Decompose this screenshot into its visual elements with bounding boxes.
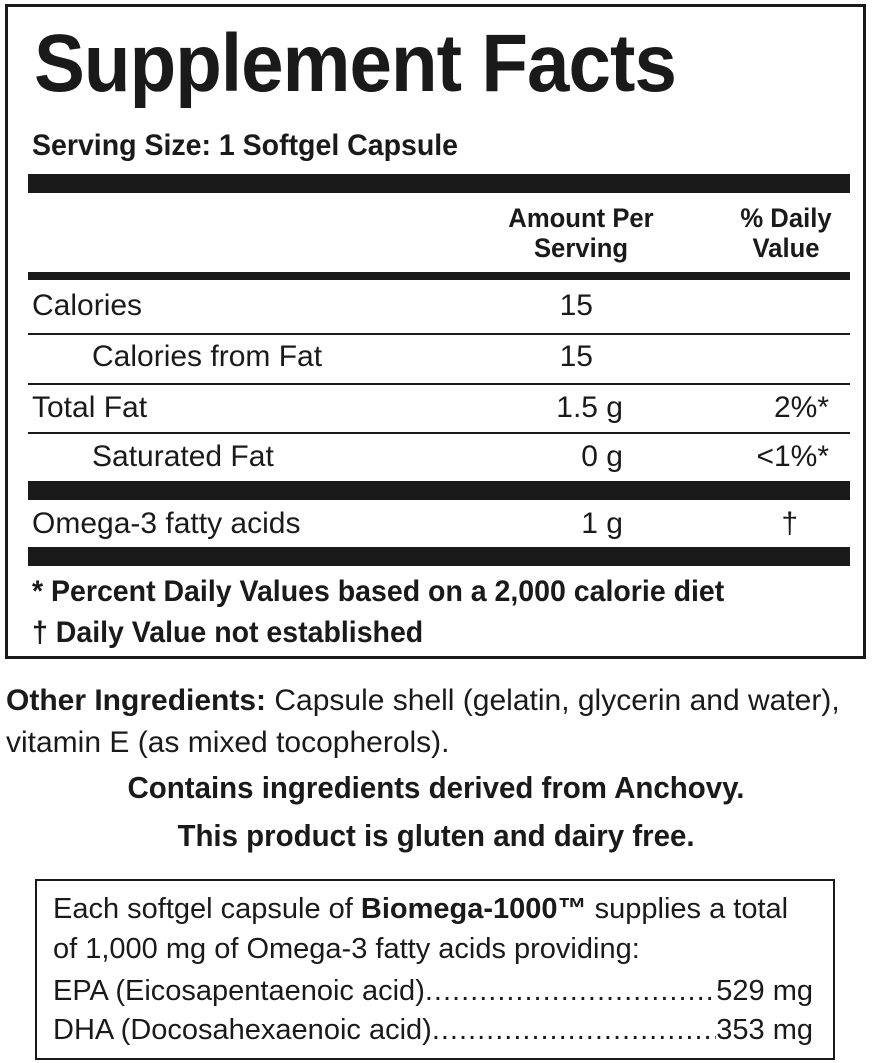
omega-intro-post: supplies a total — [586, 893, 789, 925]
omega-3-breakdown-box — [35, 879, 835, 1060]
row-amount-calories: 15 — [559, 289, 593, 322]
footnote-daily-values: * Percent Daily Values based on a 2,000 calorie diet — [32, 575, 725, 608]
dha-amount: 353 mg — [716, 1014, 813, 1046]
row-dv-saturated-fat: <1%* — [756, 440, 829, 473]
row-amount-omega-3: 1 g — [581, 507, 623, 540]
panel-title: Supplement Facts — [34, 18, 676, 109]
epa-row — [53, 975, 813, 1008]
row-dv-omega-3: † — [781, 507, 798, 540]
thick-divider — [28, 174, 850, 193]
epa-amount: 529 mg — [716, 975, 813, 1007]
row-divider — [28, 432, 850, 434]
row-amount-total-fat: 1.5 g — [556, 391, 623, 424]
dot-leader — [425, 975, 716, 1008]
row-label-calories-from-fat: Calories from Fat — [92, 340, 323, 373]
row-amount-saturated-fat: 0 g — [581, 440, 623, 473]
medium-divider — [28, 272, 850, 280]
row-dv-total-fat: 2%* — [773, 391, 829, 424]
dha-row — [53, 1014, 813, 1047]
omega-intro-line2: of 1,000 mg of Omega-3 fatty acids providing: — [53, 933, 640, 965]
thick-divider — [28, 547, 850, 566]
other-ingredients-label: Other Ingredients: — [6, 684, 267, 717]
other-ingredients-text: Capsule shell (gelatin, glycerin and water), vitamin E (as mixed tocopherols). — [6, 684, 840, 759]
footnote-dagger: † Daily Value not established — [32, 616, 424, 649]
column-header-amount — [500, 203, 662, 263]
column-header-dv-line2: Value — [752, 233, 820, 263]
column-header-amount-line2: Serving — [533, 233, 629, 263]
product-name: Biomega-1000™ — [360, 893, 587, 925]
supplement-facts-panel — [5, 4, 866, 659]
other-ingredients — [6, 680, 868, 764]
column-header-daily-value — [729, 203, 843, 263]
allergen-note: Contains ingredients derived from Anchovy. — [127, 770, 745, 805]
omega-intro — [53, 889, 788, 969]
row-amount-calories-from-fat: 15 — [559, 340, 593, 373]
dha-label: DHA (Docosahexaenoic acid) — [53, 1014, 432, 1046]
row-label-total-fat: Total Fat — [32, 391, 148, 424]
column-header-amount-line1: Amount Per — [508, 203, 654, 233]
thick-divider — [28, 481, 850, 500]
row-label-omega-3: Omega-3 fatty acids — [32, 507, 301, 540]
row-label-calories: Calories — [32, 289, 143, 322]
column-header-dv-line1: % Daily — [740, 203, 832, 233]
row-divider — [28, 333, 850, 335]
omega-intro-pre: Each softgel capsule of — [53, 893, 361, 925]
gluten-dairy-free-note: This product is gluten and dairy free. — [177, 818, 695, 853]
epa-label: EPA (Eicosapentaenoic acid) — [53, 975, 425, 1007]
dot-leader — [432, 1014, 716, 1047]
row-label-saturated-fat: Saturated Fat — [92, 440, 274, 473]
row-divider — [28, 383, 850, 385]
serving-size: Serving Size: 1 Softgel Capsule — [32, 129, 459, 162]
